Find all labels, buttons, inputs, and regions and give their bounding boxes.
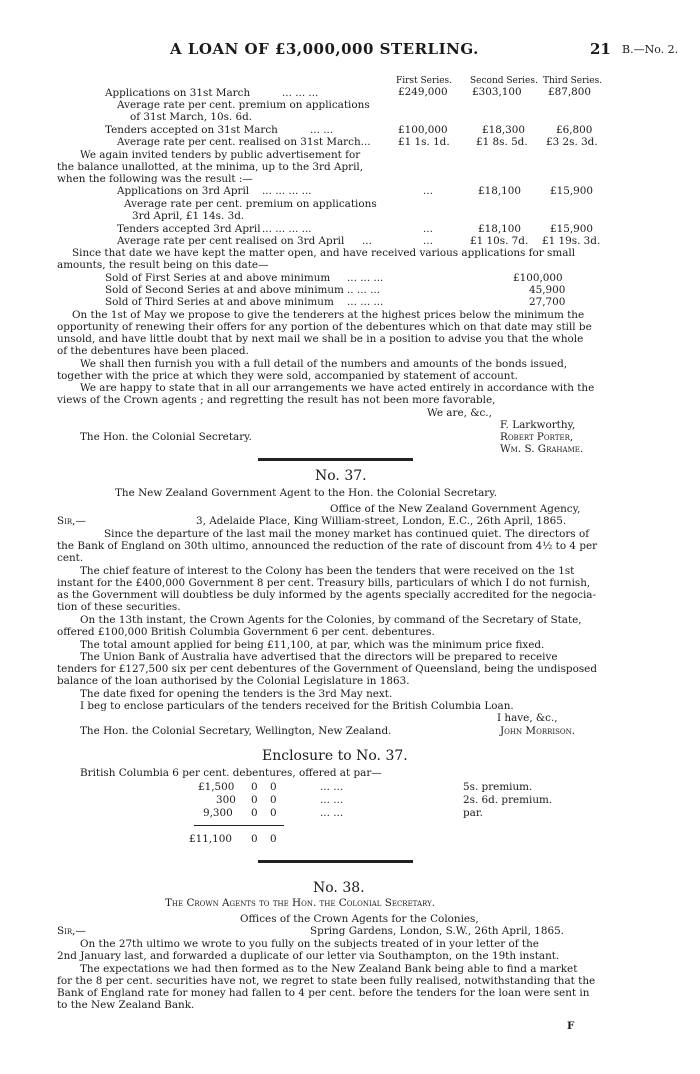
enclosure-pence: 0 [270,807,277,819]
table-cell: 45,900 [529,284,566,296]
leader-dots: ... ... ... ... [262,185,312,197]
addressee: The Hon. the Colonial Secretary, Wellington, New Zealand. [80,725,392,737]
paragraph-line: opportunity of renewing their offers for any portion of the debentures which on that date may still be [57,321,592,333]
paragraph-line: We shall then furnish you with a full detail of the numbers and amounts of the bonds issued, [80,358,568,370]
paragraph-line: of the debentures have been placed. [57,345,249,357]
signatory: F. Larkworthy, [500,419,576,431]
paragraph-line: views of the Crown agents ; and regretting the result has not been more favorable, [57,394,496,406]
enclosure-pence: 0 [270,781,277,793]
signatory: Wm. S. Grahame. [500,443,584,455]
column-header-third-series: Third Series. [543,76,603,86]
table-cell: £1 19s. 3d. [542,235,601,247]
table-row-label: Applications on 31st March [105,87,251,99]
table-row-label: Average rate per cent. premium on applications [124,198,377,210]
leader-dots: ... [423,235,433,247]
enclosure-amount: 300 [216,794,236,806]
table-cell: £249,000 [398,86,448,98]
signatory: Robert Porter, [500,431,574,443]
paragraph-line: We again invited tenders by public advertisement for [80,149,361,161]
letter-closing: I have, &c., [497,712,558,724]
table-cell: £100,000 [398,124,448,136]
leader-dots: ... ... [320,794,344,806]
table-cell: £1 1s. 1d. [398,136,450,148]
table-cell: £3 2s. 3d. [546,136,598,148]
table-cell: £15,900 [550,223,593,235]
sender-address: Spring Gardens, London, S.W., 26th April, 1865. [310,925,564,937]
table-cell: 27,700 [529,296,566,308]
sender-address: 3, Adelaide Place, King William-street, London, E.C., 26th April, 1865. [196,515,567,527]
paragraph-line: offered £100,000 British Columbia Government 6 per cent. debentures. [57,626,435,638]
column-header-first-series: First Series. [396,76,452,86]
enclosure-note: 2s. 6d. premium. [463,794,553,806]
paragraph-line: On the 1st of May we propose to give the tenderers at the highest prices below the minimum the [72,309,585,321]
leader-dots: ... ... ... [347,296,384,308]
enclosure-shillings: 0 [251,781,258,793]
leader-dots: ... [423,185,433,197]
signature-mark: F [567,1020,575,1032]
enclosure-pence: 0 [270,794,277,806]
table-cell: £15,900 [550,185,593,197]
addressee: The Hon. the Colonial Secretary. [80,431,252,443]
section-subtitle: The Crown Agents to the Hon. the Colonial Secretary. [165,897,435,909]
enclosure-heading: Enclosure to No. 37. [262,748,408,764]
table-row-label: of 31st March, 10s. 6d. [130,111,253,123]
paragraph-line: instant for the £400,000 Government 8 per cent. Treasury bills, particulars of which I do not furnish, [57,577,591,589]
paragraph-line: unsold, and have little doubt that by next mail we shall be in a position to advise you that the whole [57,333,584,345]
paragraph-line: On the 13th instant, the Crown Agents for the Colonies, by command of the Secretary of State, [80,614,582,626]
paragraph-line: amounts, the result being on this date— [57,259,269,271]
section-divider [258,458,413,461]
paragraph-line: the Bank of England on 30th ultimo, announced the reduction of the rate of discount from 4½ to 4 per [57,540,598,552]
leader-dots: .. ... ... [347,284,381,296]
table-cell: £87,800 [548,86,591,98]
table-row-label: Tenders accepted 3rd April [117,223,261,235]
leader-dots: ... ... ... [282,87,319,99]
section-heading: No. 38. [313,880,365,896]
table-cell: £1 10s. 7d. [470,235,529,247]
enclosure-amount: 9,300 [203,807,233,819]
paragraph-line: cent. [57,552,84,564]
enclosure-total-shillings: 0 [251,833,258,845]
paragraph-line: The Union Bank of Australia have advertised that the directors will be prepared to receive [80,651,558,663]
leader-dots: ... ... ... ... [262,223,312,235]
page-number: 21 [590,40,611,58]
sum-rule [194,825,284,826]
table-cell: £18,300 [482,124,525,136]
table-row-label: Applications on 3rd April [117,185,250,197]
section-heading: No. 37. [315,468,367,484]
section-subtitle: The New Zealand Government Agent to the Hon. the Colonial Secretary. [115,487,498,499]
leader-dots: ... ... [310,124,334,136]
paragraph-line: On the 27th ultimo we wrote to you fully on the subjects treated of in your letter of the [80,938,539,950]
table-row-label: Sold of First Series at and above minimum [105,272,331,284]
enclosure-shillings: 0 [251,794,258,806]
page-title: A LOAN OF £3,000,000 STERLING. [170,40,479,58]
paragraph-line: tion of these securities. [57,601,181,613]
paragraph-line: to the New Zealand Bank. [57,999,195,1011]
table-row-label: Average rate per cent realised on 3rd April [117,235,345,247]
enclosure-note: 5s. premium. [463,781,533,793]
leader-dots: ... ... [320,781,344,793]
paragraph-line: Since the departure of the last mail the money market has continued quiet. The directors of [104,528,590,540]
paragraph-line: Bank of England rate for money had fallen to 4 per cent. before the tenders for the loan were sent in [57,987,590,999]
enclosure-amount: £1,500 [198,781,235,793]
enclosure-note: par. [463,807,483,819]
paragraph-line: I beg to enclose particulars of the tenders received for the British Columbia Loan. [80,700,514,712]
paragraph-line: the balance unallotted, at the minima, up to the 3rd April, [57,161,364,173]
enclosure-shillings: 0 [251,807,258,819]
sender-office: Office of the New Zealand Government Agency, [330,503,581,515]
paragraph-line: tenders for £127,500 six per cent debentures of the Government of Queensland, being the undisposed [57,663,597,675]
enclosure-total-pence: 0 [270,833,277,845]
paragraph-line: balance of the loan authorised by the Colonial Legislature in 1863. [57,675,410,687]
column-header-second-series: Second Series. [470,76,538,86]
paragraph-line: for the 8 per cent. securities have not, we regret to state been fully realised, notwithstanding that the [57,975,596,987]
salutation: Sir,— [57,925,86,937]
leader-dots: ... ... [320,807,344,819]
paragraph-line: when the following was the result :— [57,173,253,185]
table-cell: £6,800 [556,124,593,136]
table-row-label: Average rate per cent. premium on applications [117,99,370,111]
paper-reference: B.—No. 2. [622,43,679,56]
paragraph-line: 2nd January last, and forwarded a duplicate of our letter via Southampton, on the 19th instant. [57,950,560,962]
table-cell: £303,100 [472,86,522,98]
table-row-label: Sold of Second Series at and above minimum [105,284,344,296]
table-cell: £18,100 [478,223,521,235]
paragraph-line: We are happy to state that in all our arrangements we have acted entirely in accordance with the [80,382,595,394]
paragraph-line: Since that date we have kept the matter open, and have received various applications for small [72,247,576,259]
leader-dots: ... [423,223,433,235]
leader-dots: ... ... ... [347,272,384,284]
enclosure-total: £11,100 [189,833,232,845]
salutation: Sir,— [57,515,86,527]
table-cell: £100,000 [513,272,563,284]
sender-office: Offices of the Crown Agents for the Colonies, [240,913,479,925]
paragraph-line: The date fixed for opening the tenders is the 3rd May next. [80,688,393,700]
leader-dots: ... [362,235,372,247]
section-divider [258,860,413,863]
paragraph-line: together with the price at which they were sold, accompanied by statement of account. [57,370,518,382]
letter-closing: We are, &c., [427,407,492,419]
paragraph-line: The expectations we had then formed as to the New Zealand Bank being able to find a market [80,963,578,975]
enclosure-intro: British Columbia 6 per cent. debentures, offered at par— [80,767,382,779]
paragraph-line: The chief feature of interest to the Colony has been the tenders that were received on the 1st [80,565,575,577]
paragraph-line: The total amount applied for being £11,100, at par, which was the minimum price fixed. [80,639,545,651]
table-cell: £1 8s. 5d. [476,136,528,148]
paragraph-line: as the Government will doubtless be duly informed by the agents specially accredited for the negocia- [57,589,596,601]
table-row-label: Tenders accepted on 31st March [105,124,278,136]
table-row-label: Average rate per cent. realised on 31st March... [117,136,371,148]
table-row-label: Sold of Third Series at and above minimum [105,296,334,308]
signatory: John Morrison. [500,725,576,737]
table-row-label: 3rd April, £1 14s. 3d. [132,210,245,222]
table-cell: £18,100 [478,185,521,197]
